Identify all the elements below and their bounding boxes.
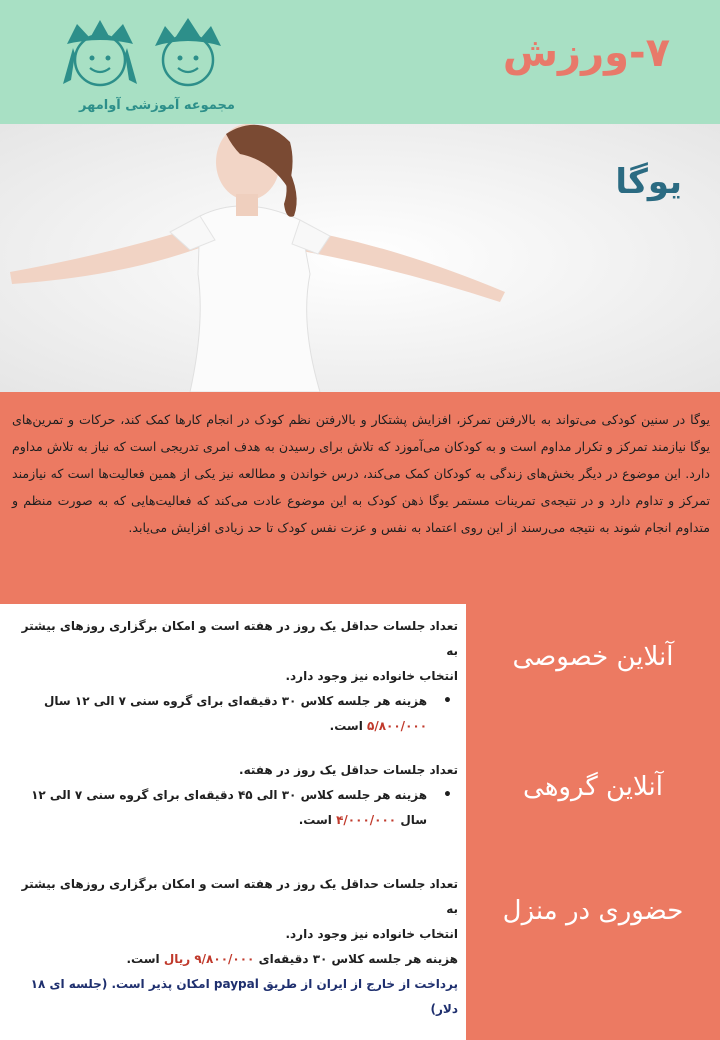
price-suffix: است.	[126, 952, 164, 966]
options-details-column	[0, 604, 466, 1040]
option-label-online-private: آنلاین خصوصی	[512, 642, 674, 672]
sessions-text: تعداد جلسات حداقل یک روز در هفته است و امکان برگزاری روزهای بیشتر به	[21, 619, 458, 658]
logo-text: مجموعه آموزشی آوامهر	[79, 98, 235, 113]
bullet-dot-icon: •	[443, 787, 452, 803]
options-labels-column	[466, 604, 720, 1040]
price-line	[6, 947, 458, 972]
price-description: هزینه هر جلسه کلاس ۳۰ الی ۴۵ دقیقه‌ای برای گروه سنی ۷ الی ۱۲	[31, 788, 428, 802]
sessions-text: تعداد جلسات حداقل یک روز در هفته است و امکان برگزاری روزهای بیشتر به	[21, 877, 458, 916]
option-details-home-visit	[6, 872, 458, 972]
price-value: ۴/۰۰۰/۰۰۰	[336, 813, 397, 827]
kids-faces-icon	[55, 14, 235, 94]
price-description: هزینه هر جلسه کلاس ۳۰ دقیقه‌ای برای گروه سنی ۷ الی ۱۲ سال	[43, 694, 428, 708]
option-details-online-private	[6, 614, 458, 739]
option-label-home-visit: حضوری در منزل	[502, 896, 684, 926]
paypal-note: پرداخت از خارج از ایران از طریق paypal امکان پذیر است. (جلسه ای ۱۸ دلار)	[30, 977, 458, 1016]
brand-logo	[55, 14, 235, 124]
sessions-text: تعداد جلسات حداقل یک روز در هفته.	[239, 763, 458, 777]
option-details-online-group	[6, 758, 458, 833]
price-value: ۵/۸۰۰/۰۰۰	[367, 719, 428, 733]
sessions-text-cont: انتخاب خانواده نیز وجود دارد.	[285, 669, 458, 683]
bullet-dot-icon: •	[443, 693, 452, 709]
sessions-text-cont: انتخاب خانواده نیز وجود دارد.	[285, 927, 458, 941]
page-header	[0, 0, 720, 124]
yoga-photo	[0, 124, 720, 392]
intro-text: یوگا در سنین کودکی می‌تواند به بالارفتن تمرکز، افزایش پشتکار و بالارفتن نظم کودک در انجام کارها کمک کند، حرکات و تمرین‌های یوگا نیازمند تمرکز و تکرار مداوم است و به کودکان می‌آموزد که تلاش برای رسیدن به هدف امری تدریجی است که نیاز به تلاش مداوم دارد. این موضوع در دیگر بخش‌های زندگی به کودکان کمک می‌کند، درس خواندن و مطالعه نیز یکی از همین فعالیت‌ها است که نیازمند تمرکز و تداوم دارد و در نتیجه‌ی تمرینات مستمر یوگا ذهن کودک به این موضوع عادت می‌کند که فعالیت‌هایی که به صورت منظم و متداوم انجام شوند به نتیجه می‌رسند از این روی اعتماد به نفس و عزت نفس کودک تا حد زیادی افزایش می‌یابد.	[12, 412, 710, 535]
page-title: ۷-ورزش	[502, 30, 670, 76]
option-label-online-group: آنلاین گروهی	[523, 772, 663, 802]
price-prefix: هزینه هر جلسه کلاس ۳۰ دقیقه‌ای	[254, 952, 458, 966]
price-value: ۹/۸۰۰/۰۰۰ ریال	[163, 952, 255, 966]
price-bullet	[6, 783, 458, 833]
intro-panel	[0, 392, 720, 604]
price-suffix: است.	[329, 719, 367, 733]
section-title: یوگا	[615, 162, 682, 202]
yoga-girl-image	[0, 124, 720, 392]
price-prefix: سال	[396, 813, 428, 827]
pricing-section	[0, 604, 720, 1040]
price-suffix: است.	[298, 813, 337, 827]
price-bullet	[6, 689, 458, 739]
